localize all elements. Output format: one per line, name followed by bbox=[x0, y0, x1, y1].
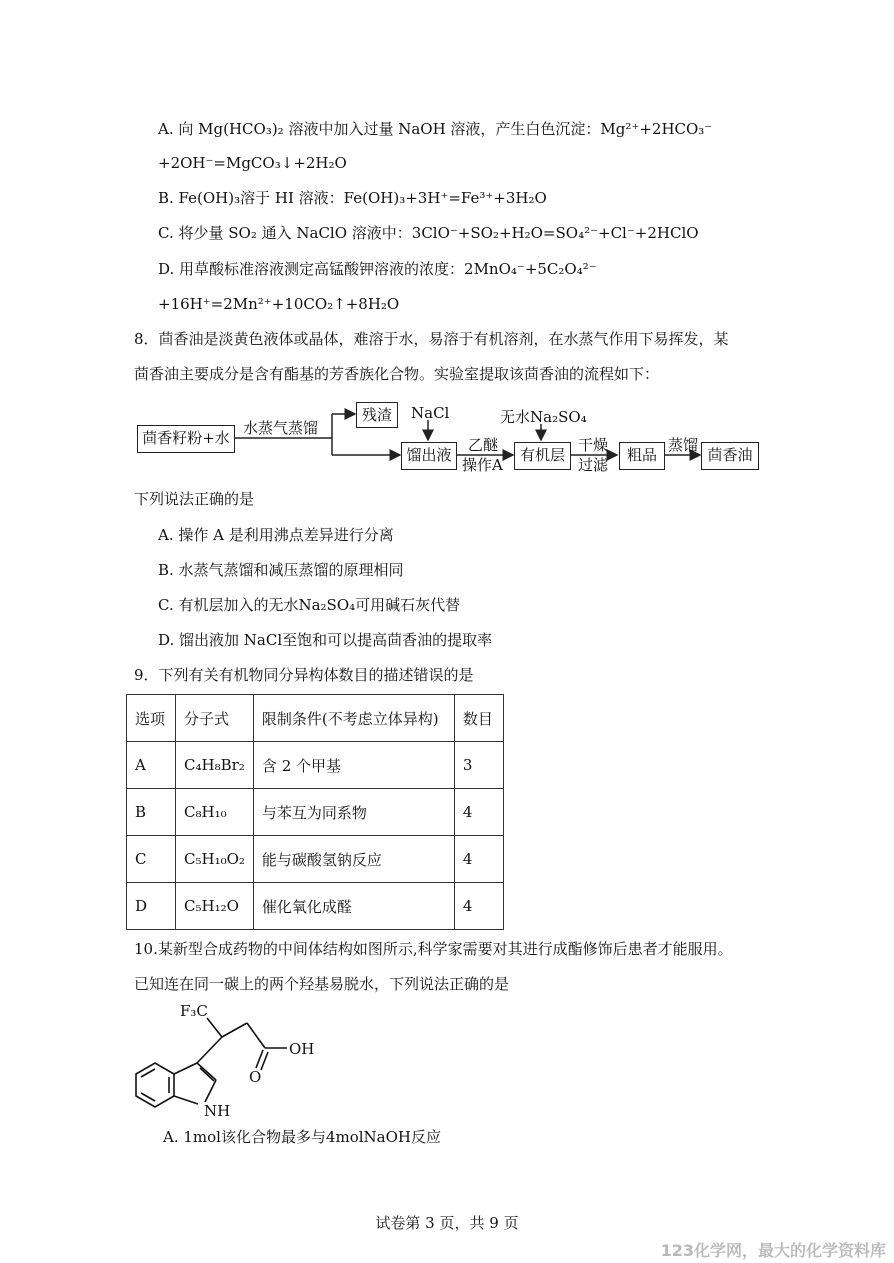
table-header-row bbox=[127, 695, 504, 742]
table-header-cell: 数目 bbox=[454, 695, 503, 742]
flow-arrows bbox=[0, 0, 894, 500]
q7-option-c: C. 将少量 SO₂ 通入 NaClO 溶液中：3ClO⁻+SO₂+H₂O=SO₄²⁻+Cl⁻+2HClO bbox=[158, 224, 699, 242]
q8-stem-line1: 8．茴香油是淡黄色液体或晶体，难溶于水，易溶于有机溶剂，在水蒸气作用下易挥发，某 bbox=[134, 330, 729, 348]
q10-option-a: A. 1mol该化合物最多与4molNaOH反应 bbox=[163, 1128, 442, 1146]
flow-box-distillate: 馏出液 bbox=[401, 442, 457, 470]
flow-box-residue: 残渣 bbox=[356, 402, 398, 428]
table-header-cell: 限制条件(不考虑立体异构) bbox=[253, 695, 454, 742]
table-header-cell: 分子式 bbox=[176, 695, 254, 742]
flow-label-filter: 过滤 bbox=[578, 456, 609, 474]
table-cell: 与苯互为同系物 bbox=[253, 789, 454, 836]
flow-box-start: 茴香籽粉+水 bbox=[137, 425, 235, 453]
q10-stem-line2: 已知连在同一碳上的两个羟基易脱水，下列说法正确的是 bbox=[134, 975, 510, 993]
page-footer: 试卷第 3 页，共 9 页 bbox=[375, 1214, 519, 1232]
table-row bbox=[127, 883, 504, 930]
q8-stem-line2: 茴香油主要成分是含有酯基的芳香族化合物。实验室提取该茴香油的流程如下： bbox=[134, 365, 660, 383]
table-cell: C₄H₈Br₂ bbox=[176, 742, 254, 789]
q10-stem-line1: 10.某新型合成药物的中间体结构如图所示,科学家需要对其进行成酯修饰后患者才能服用。 bbox=[134, 940, 733, 958]
flow-label-steam-distillation: 水蒸气蒸馏 bbox=[243, 419, 319, 437]
q7-option-b: B. Fe(OH)₃溶于 HI 溶液：Fe(OH)₃+3H⁺=Fe³⁺+3H₂O bbox=[158, 189, 547, 207]
flow-label-operation-a: 操作A bbox=[462, 456, 503, 474]
flow-box-organic-layer: 有机层 bbox=[514, 442, 571, 470]
label-oh: OH bbox=[289, 1040, 315, 1058]
table-cell: 4 bbox=[454, 836, 503, 883]
table-cell: 4 bbox=[454, 789, 503, 836]
table-cell: 3 bbox=[454, 742, 503, 789]
flow-box-crude: 粗品 bbox=[619, 442, 665, 470]
q7-option-a-line2: +2OH⁻=MgCO₃↓+2H₂O bbox=[158, 154, 347, 172]
table-cell: C₅H₁₂O bbox=[176, 883, 254, 930]
table-cell: A bbox=[127, 742, 176, 789]
table-cell: D bbox=[127, 883, 176, 930]
q7-option-d-line2: +16H⁺=2Mn²⁺+10CO₂↑+8H₂O bbox=[158, 295, 400, 313]
flow-label-distill: 蒸馏 bbox=[668, 436, 699, 454]
q8-flow-diagram bbox=[0, 0, 894, 500]
label-o: O bbox=[249, 1068, 262, 1086]
table-cell: 能与碳酸氢钠反应 bbox=[253, 836, 454, 883]
table-header-cell: 选项 bbox=[127, 695, 176, 742]
table-cell: 催化氧化成醛 bbox=[253, 883, 454, 930]
q8-option-d: D. 馏出液加 NaCl至饱和可以提高茴香油的提取率 bbox=[158, 631, 493, 649]
q9-stem: 9．下列有关有机物同分异构体数目的描述错误的是 bbox=[134, 666, 474, 684]
table-cell: C bbox=[127, 836, 176, 883]
flow-label-na2so4: 无水Na₂SO₄ bbox=[500, 408, 587, 426]
label-nh: NH bbox=[204, 1102, 231, 1120]
flow-label-dry: 干燥 bbox=[578, 436, 609, 454]
table-cell: C₅H₁₀O₂ bbox=[176, 836, 254, 883]
table-row bbox=[127, 836, 504, 883]
flow-label-nacl: NaCl bbox=[411, 404, 450, 422]
table-row bbox=[127, 742, 504, 789]
table-row bbox=[127, 789, 504, 836]
q8-option-b: B. 水蒸气蒸馏和减压蒸馏的原理相同 bbox=[158, 561, 404, 579]
table-cell: 含 2 个甲基 bbox=[253, 742, 454, 789]
label-cf3: F₃C bbox=[180, 1002, 208, 1020]
q8-option-c: C. 有机层加入的无水Na₂SO₄可用碱石灰代替 bbox=[158, 596, 461, 614]
q9-table bbox=[126, 694, 504, 930]
flow-box-product: 茴香油 bbox=[701, 442, 759, 470]
flow-label-ether: 乙醚 bbox=[468, 436, 499, 454]
q7-option-d-line1: D. 用草酸标准溶液测定高锰酸钾溶液的浓度：2MnO₄⁻+5C₂O₄²⁻ bbox=[158, 260, 597, 278]
table-cell: B bbox=[127, 789, 176, 836]
table-cell: C₈H₁₀ bbox=[176, 789, 254, 836]
table-cell: 4 bbox=[454, 883, 503, 930]
q8-question: 下列说法正确的是 bbox=[134, 490, 255, 508]
watermark: 123化学网，最大的化学资料库 bbox=[660, 1241, 886, 1260]
q7-option-a-line1: A. 向 Mg(HCO₃)₂ 溶液中加入过量 NaOH 溶液，产生白色沉淀：Mg²⁺+2HCO₃⁻ bbox=[158, 120, 713, 138]
q8-option-a: A. 操作 A 是利用沸点差异进行分离 bbox=[158, 526, 394, 544]
